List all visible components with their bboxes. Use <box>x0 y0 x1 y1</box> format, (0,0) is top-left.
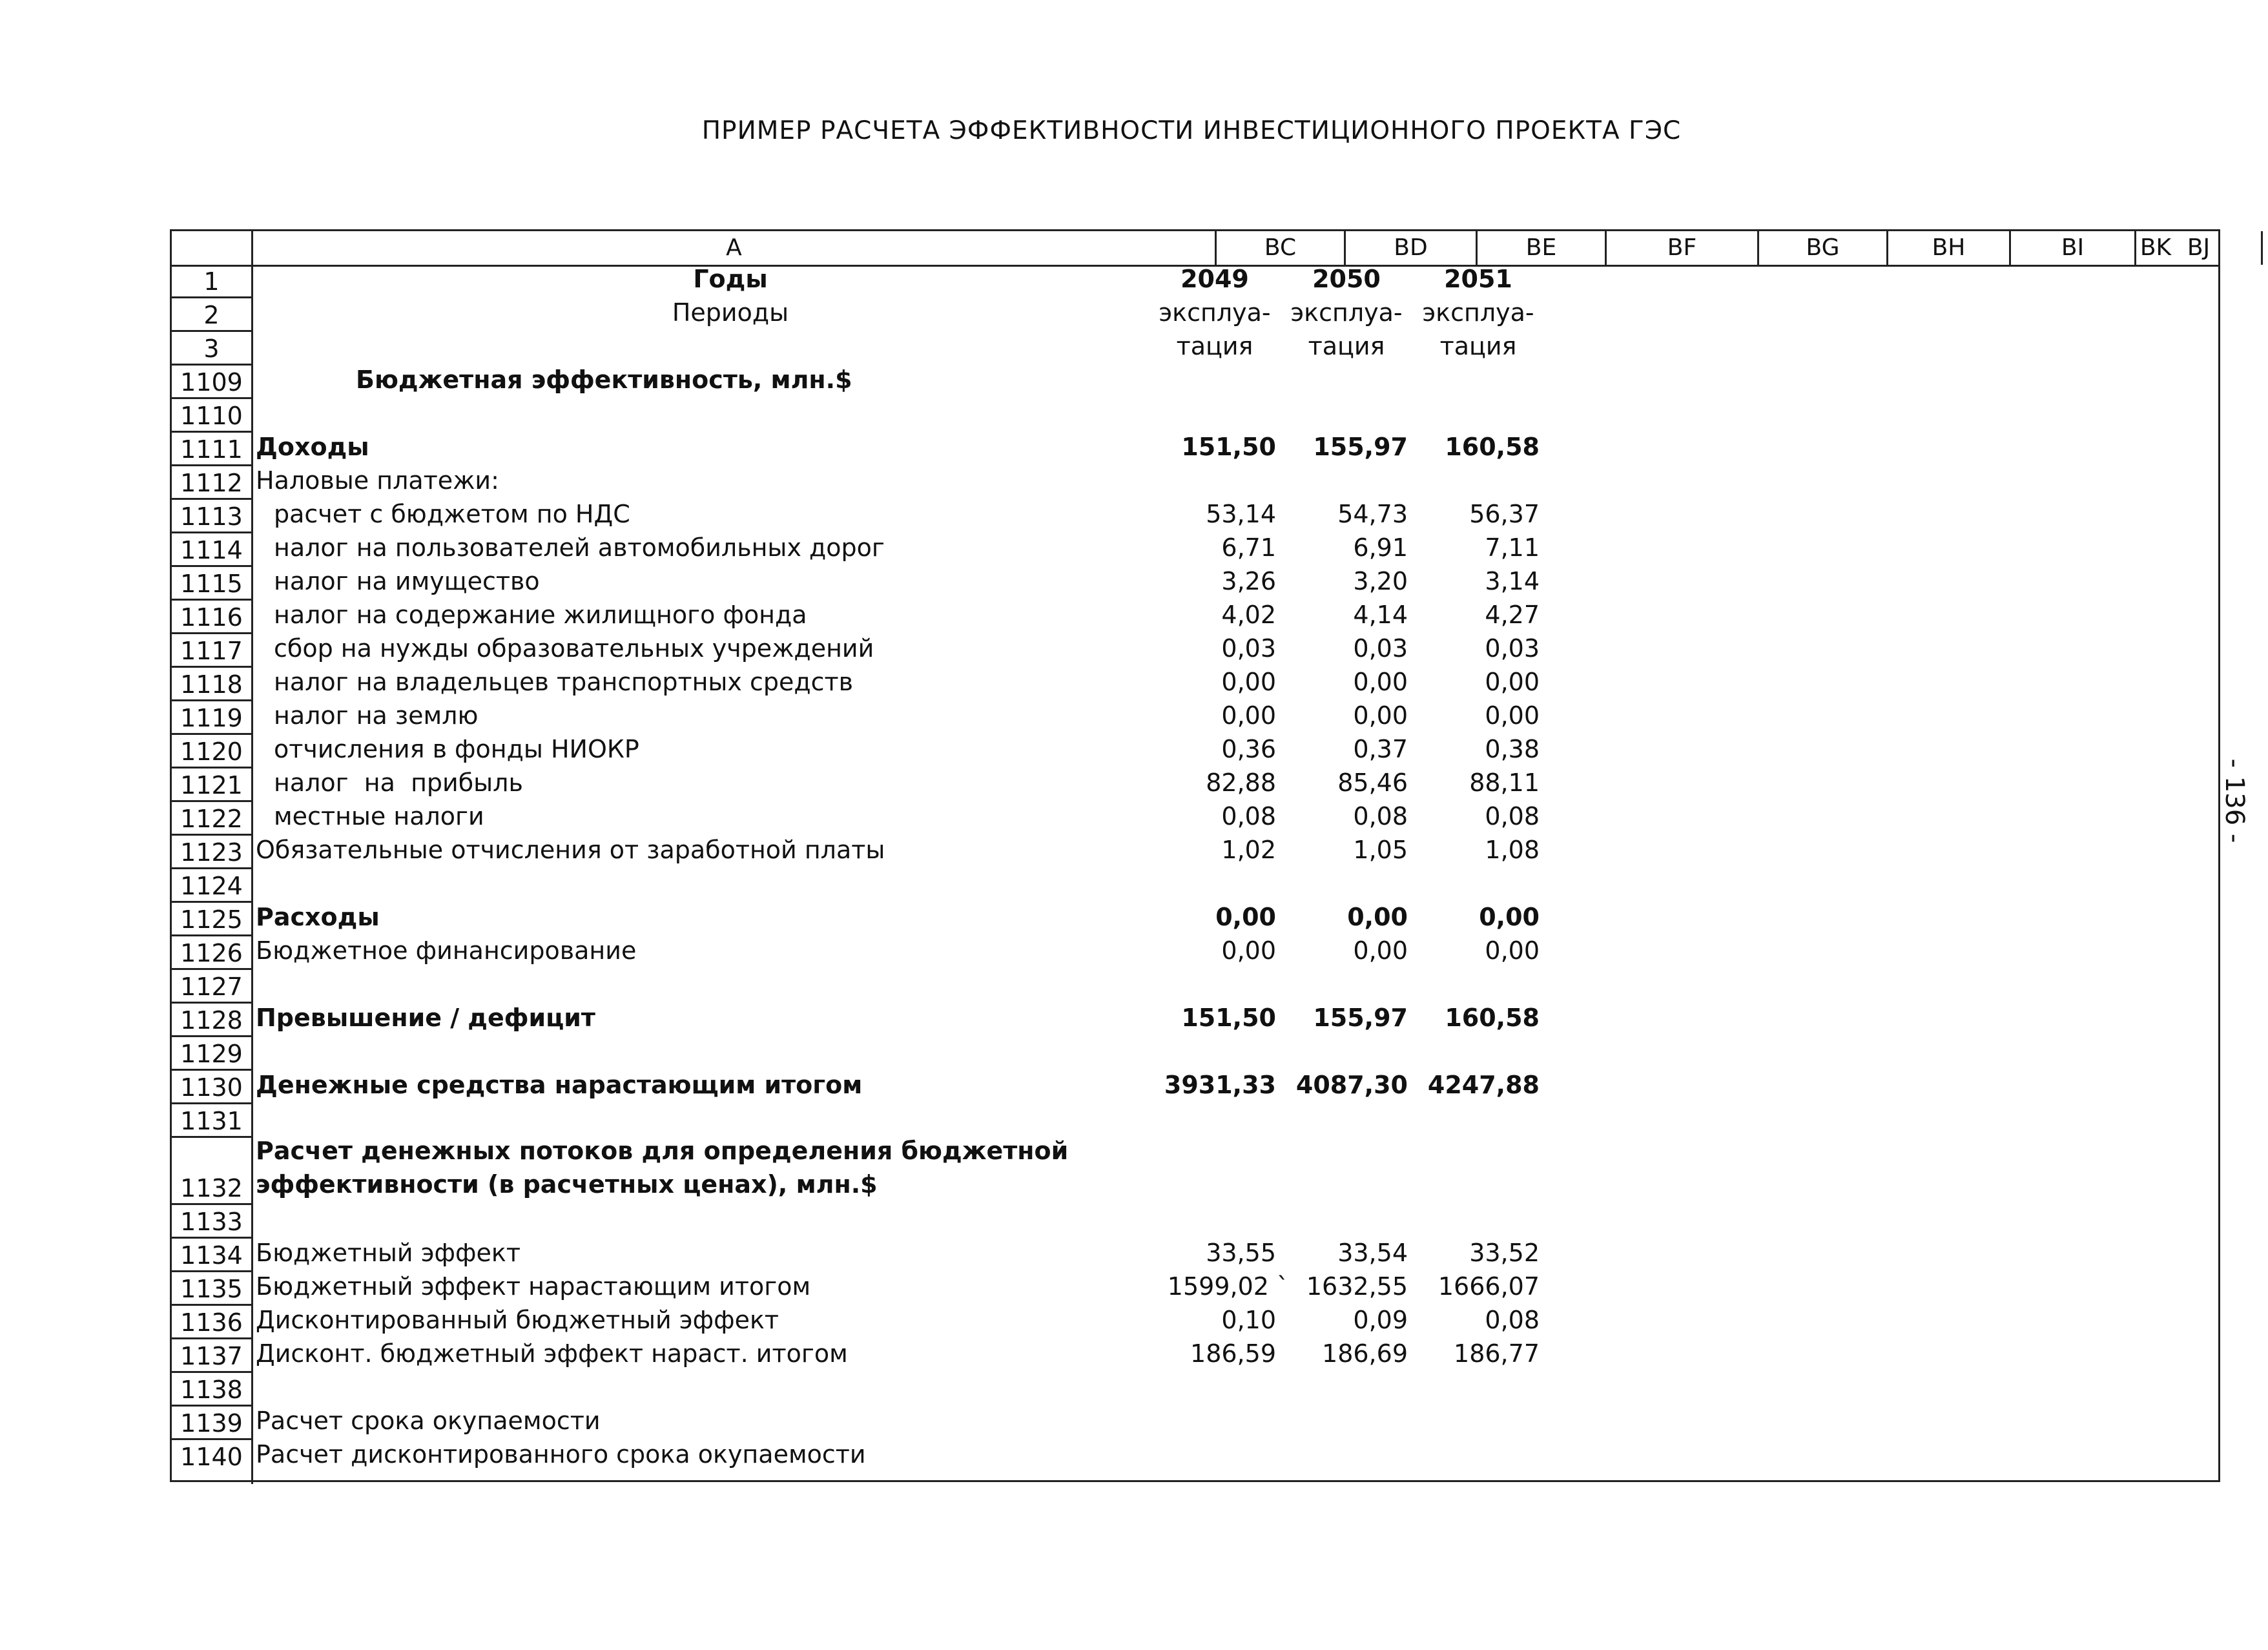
value-cell: 186,59 <box>1190 1339 1276 1368</box>
value-cell: 186,77 <box>1454 1339 1540 1368</box>
row-label: отчисления в фонды НИОКР <box>274 735 639 763</box>
row-number[interactable]: 1 <box>172 265 251 298</box>
row-number[interactable]: 1119 <box>172 701 251 735</box>
row-label: Бюджетный эффект <box>256 1239 521 1267</box>
value-cell: 6,71 <box>1221 533 1276 562</box>
column-header-bi[interactable]: BI <box>2011 231 2136 265</box>
row-label: налог на имущество <box>274 567 540 595</box>
value-cell: 160,58 <box>1445 433 1540 461</box>
value-cell: 0,00 <box>1221 701 1276 730</box>
value-cell: 7,11 <box>1485 533 1540 562</box>
value-cell: 0,00 <box>1353 668 1408 696</box>
row-number[interactable]: 1115 <box>172 567 251 601</box>
value-cell: 0,08 <box>1485 1306 1540 1334</box>
value-cell: 1599,02 ` <box>1167 1272 1289 1301</box>
row-number[interactable]: 1125 <box>172 903 251 936</box>
value-cell: 33,54 <box>1337 1239 1408 1267</box>
value-cell: 0,08 <box>1485 802 1540 830</box>
year-be: 2051 <box>1444 265 1512 293</box>
column-header-bk[interactable]: BK <box>2139 234 2172 261</box>
value-cell: 6,91 <box>1353 533 1408 562</box>
row-number-column <box>172 265 253 1484</box>
row-number[interactable]: 1121 <box>172 768 251 802</box>
row-number[interactable]: 1133 <box>172 1205 251 1239</box>
year-bc: 2049 <box>1180 265 1249 293</box>
value-cell: 1,02 <box>1221 836 1276 864</box>
value-cell: 186,69 <box>1322 1339 1408 1368</box>
year-bd: 2050 <box>1312 265 1381 293</box>
value-cell: 0,00 <box>1347 903 1408 931</box>
value-cell: 0,00 <box>1221 936 1276 965</box>
value-cell: 1632,55 <box>1306 1272 1408 1301</box>
column-header-bj[interactable]: BJ <box>2136 231 2263 265</box>
row-label: налог на пользователей автомобильных дорог <box>274 533 885 562</box>
row-label: сбор на нужды образовательных учреждений <box>274 634 874 663</box>
row-number[interactable]: 1111 <box>172 433 251 466</box>
column-header-row <box>172 231 2218 267</box>
value-cell: 1,05 <box>1353 836 1408 864</box>
value-cell: 1,08 <box>1485 836 1540 864</box>
value-cell: 0,00 <box>1485 668 1540 696</box>
row-label: Дисконтированный бюджетный эффект <box>256 1306 779 1334</box>
column-header-bd[interactable]: BD <box>1346 231 1478 265</box>
corner-cell <box>172 231 253 265</box>
value-cell: 0,03 <box>1353 634 1408 663</box>
value-cell: 160,58 <box>1445 1004 1540 1032</box>
value-cell: 4087,30 <box>1295 1071 1408 1099</box>
value-cell: 3,26 <box>1221 567 1276 595</box>
value-cell: 0,37 <box>1353 735 1408 763</box>
value-cell: 151,50 <box>1181 1004 1276 1032</box>
row-number[interactable]: 1138 <box>172 1373 251 1407</box>
row-number[interactable]: 1140 <box>180 1443 243 1471</box>
period-bd-line2: тация <box>1308 332 1385 360</box>
value-cell: 155,97 <box>1313 1004 1408 1032</box>
value-cell: 155,97 <box>1313 433 1408 461</box>
value-cell: 0,38 <box>1485 735 1540 763</box>
row-number[interactable]: 2 <box>172 298 251 332</box>
row-number[interactable]: 1130 <box>172 1071 251 1104</box>
row-label: Наловые платежи: <box>256 466 499 495</box>
column-header-bc[interactable]: BC <box>1217 231 1346 265</box>
value-cell: 3931,33 <box>1164 1071 1276 1099</box>
column-header-bg[interactable]: BG <box>1759 231 1888 265</box>
row-number[interactable]: 1113 <box>172 500 251 533</box>
row-number[interactable]: 1137 <box>172 1339 251 1373</box>
row-label: налог на владельцев транспортных средств <box>274 668 854 696</box>
page-number-text: - 136 - <box>2220 758 2249 843</box>
row-label: Расчет дисконтированного срока окупаемости <box>256 1440 866 1469</box>
column-header-a[interactable]: A <box>253 231 1217 265</box>
value-cell: 82,88 <box>1206 768 1276 797</box>
row-number[interactable]: 1136 <box>172 1306 251 1339</box>
row-number[interactable]: 1120 <box>172 735 251 768</box>
row-number[interactable]: 1118 <box>172 668 251 701</box>
row-number[interactable]: 1132 <box>172 1138 251 1205</box>
row-label: Обязательные отчисления от заработной платы <box>256 836 885 864</box>
row-label: расчет с бюджетом по НДС <box>274 500 630 528</box>
row-label: налог на содержание жилищного фонда <box>274 601 807 629</box>
period-bc-line1: эксплуа- <box>1159 298 1271 327</box>
value-cell: 0,03 <box>1221 634 1276 663</box>
value-cell: 3,20 <box>1353 567 1408 595</box>
value-cell: 0,00 <box>1215 903 1276 931</box>
value-cell: 3,14 <box>1485 567 1540 595</box>
value-cell: 33,52 <box>1469 1239 1540 1267</box>
period-be-line1: эксплуа- <box>1422 298 1534 327</box>
value-cell: 0,00 <box>1353 701 1408 730</box>
row-label: Бюджетное финансирование <box>256 936 637 965</box>
row-number[interactable]: 1109 <box>172 366 251 399</box>
period-bd-line1: эксплуа- <box>1290 298 1403 327</box>
value-cell: 4,27 <box>1485 601 1540 629</box>
row-label: Расходы <box>256 903 380 931</box>
row-number[interactable]: 1135 <box>172 1272 251 1306</box>
value-cell: 33,55 <box>1206 1239 1276 1267</box>
row-number[interactable]: 1127 <box>172 970 251 1004</box>
row-number[interactable]: 1116 <box>172 601 251 634</box>
row-number[interactable]: 1131 <box>172 1104 251 1138</box>
column-header-bh[interactable]: BH <box>1888 231 2011 265</box>
value-cell: 0,00 <box>1221 668 1276 696</box>
section-title-cashflow-line1: Расчет денежных потоков для определения бюджетной <box>256 1137 1069 1165</box>
value-cell: 0,00 <box>1485 701 1540 730</box>
row-label: Превышение / дефицит <box>256 1004 595 1032</box>
years-label: Годы <box>693 265 768 293</box>
value-cell: 56,37 <box>1469 500 1540 528</box>
column-header-be[interactable]: BE <box>1478 231 1607 265</box>
row-label: Расчет срока окупаемости <box>256 1407 601 1435</box>
row-number[interactable]: 1129 <box>172 1037 251 1071</box>
row-label: налог на землю <box>274 701 479 730</box>
row-number[interactable]: 1124 <box>172 869 251 903</box>
row-number[interactable]: 1139 <box>172 1407 251 1440</box>
row-number[interactable]: 1126 <box>172 936 251 970</box>
value-cell: 54,73 <box>1337 500 1408 528</box>
row-number[interactable]: 1114 <box>172 533 251 567</box>
row-label: местные налоги <box>274 802 484 830</box>
row-number[interactable]: 3 <box>172 332 251 366</box>
value-cell: 0,10 <box>1221 1306 1276 1334</box>
value-cell: 0,00 <box>1485 936 1540 965</box>
page-title: ПРИМЕР РАСЧЕТА ЭФФЕКТИВНОСТИ ИНВЕСТИЦИОННОГО ПРОЕКТА ГЭС <box>701 116 1682 145</box>
row-label: Дисконт. бюджетный эффект нараст. итогом <box>256 1339 848 1368</box>
value-cell: 151,50 <box>1181 433 1276 461</box>
row-label: Бюджетный эффект нарастающим итогом <box>256 1272 811 1301</box>
row-label: Денежные средства нарастающим итогом <box>256 1071 863 1099</box>
column-header-bf[interactable]: BF <box>1607 231 1759 265</box>
value-cell: 0,00 <box>1353 936 1408 965</box>
value-cell: 53,14 <box>1206 500 1276 528</box>
period-be-line2: тация <box>1439 332 1517 360</box>
spreadsheet <box>170 229 2220 1482</box>
row-number[interactable]: 1128 <box>172 1004 251 1037</box>
value-cell: 0,08 <box>1221 802 1276 830</box>
section-title-budget-efficiency: Бюджетная эффективность, млн.$ <box>356 366 852 394</box>
value-cell: 4,02 <box>1221 601 1276 629</box>
value-cell: 0,00 <box>1479 903 1540 931</box>
value-cell: 0,03 <box>1485 634 1540 663</box>
value-cell: 0,08 <box>1353 802 1408 830</box>
row-number[interactable]: 1110 <box>172 399 251 433</box>
value-cell: 4247,88 <box>1427 1071 1540 1099</box>
value-cell: 1666,07 <box>1438 1272 1540 1301</box>
value-cell: 88,11 <box>1469 768 1540 797</box>
row-number[interactable]: 1123 <box>172 836 251 869</box>
value-cell: 0,36 <box>1221 735 1276 763</box>
row-number[interactable]: 1134 <box>172 1239 251 1272</box>
row-label: Доходы <box>256 433 369 461</box>
value-cell: 4,14 <box>1353 601 1408 629</box>
row-number[interactable]: 1112 <box>172 466 251 500</box>
section-title-cashflow-line2: эффективности (в расчетных ценах), млн.$ <box>256 1170 878 1199</box>
value-cell: 0,09 <box>1353 1306 1408 1334</box>
row-number[interactable]: 1122 <box>172 802 251 836</box>
value-cell: 85,46 <box>1337 768 1408 797</box>
row-label: налог на прибыль <box>274 768 523 797</box>
row-number[interactable]: 1117 <box>172 634 251 668</box>
period-bc-line2: тация <box>1176 332 1253 360</box>
periods-label: Периоды <box>672 298 789 327</box>
